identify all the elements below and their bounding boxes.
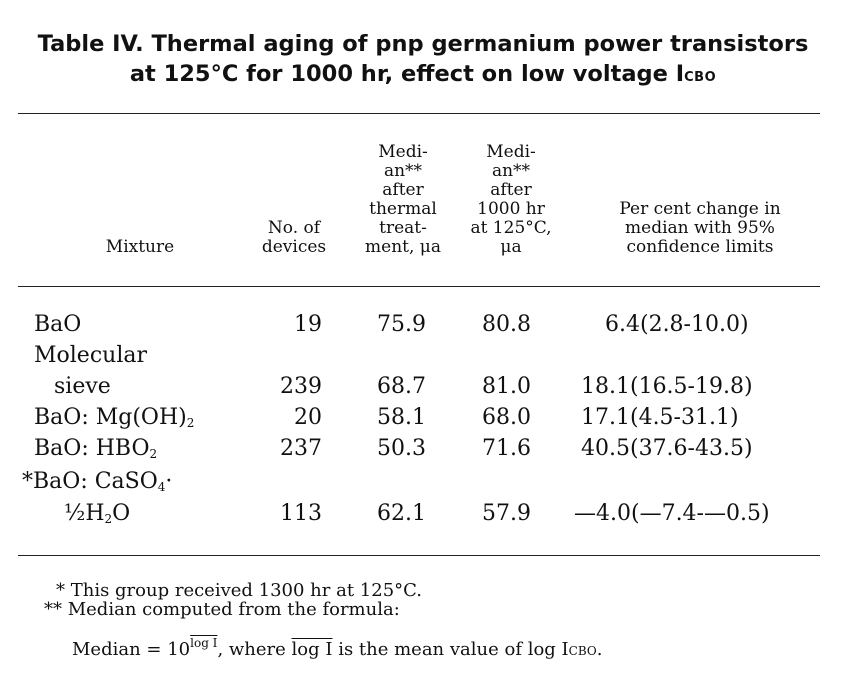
header-line: 1000 hr bbox=[477, 199, 545, 219]
title-line-2-text: at 125°C for 1000 hr, effect on low voltage I bbox=[129, 61, 685, 87]
header-median-1000 bbox=[456, 143, 566, 257]
formula-exponent: log I bbox=[190, 636, 218, 650]
cell-median-1000: 81.0 bbox=[482, 374, 531, 399]
header-line: Per cent change in bbox=[619, 199, 781, 219]
cell-mixture-cont bbox=[64, 500, 130, 533]
cell-mixture-text: BaO: HBO bbox=[34, 436, 150, 461]
formula-subscript: CBO bbox=[568, 644, 597, 658]
header-line: after bbox=[490, 180, 532, 200]
cell-median-thermal: 62.1 bbox=[377, 501, 426, 526]
cell-mixture-cont: sieve bbox=[54, 374, 111, 399]
cell-median-thermal: 50.3 bbox=[377, 436, 426, 461]
header-line: thermal bbox=[369, 199, 437, 219]
cell-pct-change: —4.0(—7.4-—0.5) bbox=[574, 501, 770, 526]
header-mixture: Mixture bbox=[105, 237, 175, 257]
header-line: an** bbox=[491, 161, 531, 181]
header-line: at 125°C, bbox=[470, 218, 552, 238]
header-line: treat- bbox=[379, 218, 427, 238]
cell-median-thermal: 58.1 bbox=[377, 405, 426, 430]
cell-pct-change: 40.5(37.6-43.5) bbox=[581, 436, 753, 461]
cell-median-1000: 57.9 bbox=[482, 501, 531, 526]
header-line: an** bbox=[383, 161, 423, 181]
cell-devices: 239 bbox=[280, 374, 322, 399]
cell-mixture bbox=[34, 404, 194, 437]
top-rule bbox=[18, 113, 820, 114]
footnote-1: * This group received 1300 hr at 125°C. bbox=[56, 580, 422, 601]
cell-median-1000: 80.8 bbox=[482, 312, 531, 337]
formula-mean-log: log I bbox=[291, 639, 333, 660]
cell-devices: 20 bbox=[294, 405, 322, 430]
cell-devices: 19 bbox=[294, 312, 322, 337]
cell-mixture: Molecular bbox=[34, 343, 147, 368]
footnote-2: ** Median computed from the formula: bbox=[44, 599, 400, 620]
cell-devices: 237 bbox=[280, 436, 322, 461]
cell-median-1000: 68.0 bbox=[482, 405, 531, 430]
header-line: median with 95% bbox=[625, 218, 775, 238]
header-line: Medi- bbox=[486, 142, 536, 162]
cell-median-thermal: 68.7 bbox=[377, 374, 426, 399]
cell-mixture-subscript: 4 bbox=[157, 480, 166, 494]
header-line: after bbox=[382, 180, 424, 200]
header-median-thermal bbox=[350, 143, 456, 257]
title-line-1: Table IV. Thermal aging of pnp germanium power transistors bbox=[37, 31, 809, 57]
header-line: Medi- bbox=[378, 142, 428, 162]
formula-text: , where bbox=[217, 639, 292, 660]
cell-median-1000: 71.6 bbox=[482, 436, 531, 461]
formula-period: . bbox=[596, 639, 603, 660]
cell-devices: 113 bbox=[280, 501, 322, 526]
cell-mixture-suffix: O bbox=[112, 501, 131, 526]
header-devices-line: No. of bbox=[267, 218, 321, 238]
header-line: confidence limits bbox=[626, 237, 774, 257]
cell-mixture-suffix: · bbox=[165, 469, 173, 494]
cell-pct-change: 6.4(2.8-10.0) bbox=[605, 312, 749, 337]
header-devices-line: devices bbox=[261, 237, 327, 257]
cell-mixture-text: BaO: Mg(OH) bbox=[34, 405, 187, 430]
title-line-2 bbox=[0, 58, 846, 94]
header-rule bbox=[18, 286, 820, 287]
cell-mixture-text: *BaO: CaSO bbox=[22, 469, 158, 494]
cell-pct-change: 18.1(16.5-19.8) bbox=[581, 374, 753, 399]
title-subscript: CBO bbox=[684, 70, 717, 85]
formula-text: Median = 10 bbox=[72, 639, 191, 660]
cell-mixture-subscript: 2 bbox=[104, 512, 113, 526]
formula-text: is the mean value of log I bbox=[332, 639, 569, 660]
header-devices bbox=[248, 219, 340, 257]
header-line: ment, μa bbox=[365, 237, 441, 257]
cell-mixture-text: ½H bbox=[64, 501, 105, 526]
cell-mixture bbox=[34, 435, 157, 468]
cell-pct-change: 17.1(4.5-31.1) bbox=[581, 405, 739, 430]
cell-median-thermal: 75.9 bbox=[377, 312, 426, 337]
cell-mixture: BaO bbox=[34, 312, 82, 337]
cell-mixture-subscript: 2 bbox=[186, 416, 195, 430]
header-line: μa bbox=[500, 237, 522, 257]
header-pct-change bbox=[580, 200, 820, 257]
cell-mixture bbox=[22, 468, 172, 501]
footnote-3 bbox=[72, 632, 602, 662]
cell-mixture-subscript: 2 bbox=[149, 447, 158, 461]
bottom-rule bbox=[18, 555, 820, 556]
